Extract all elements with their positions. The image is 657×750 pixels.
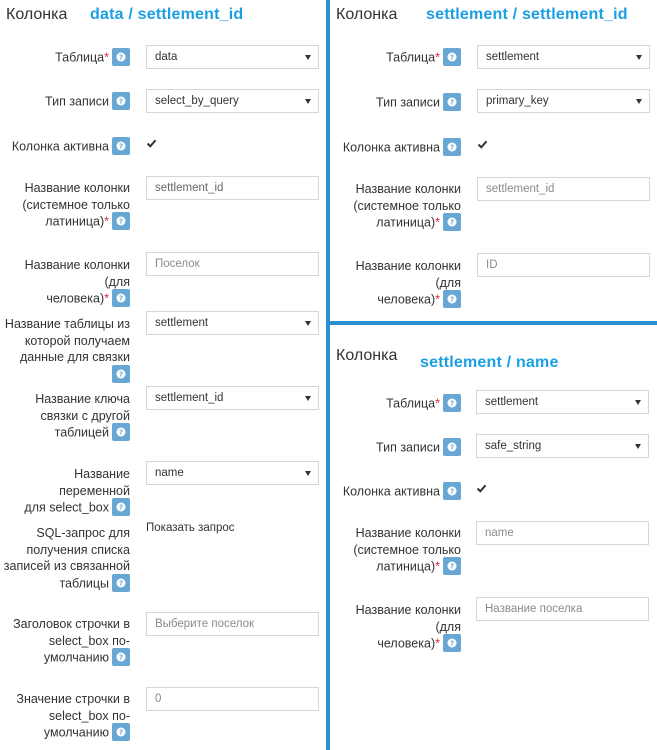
panel-title: Колонка [6,6,68,23]
chevron-down-icon [305,99,311,104]
question-icon[interactable] [443,213,461,231]
default-value-input[interactable]: 0 [146,687,319,711]
svg-text:?: ? [118,142,124,151]
chevron-down-icon [635,400,641,405]
svg-text:?: ? [449,562,455,571]
svg-text:?: ? [449,443,455,452]
record-type-label: Тип записи ? [45,93,130,111]
question-icon[interactable] [112,212,130,230]
colname-system-input[interactable]: settlement_id [477,177,650,201]
colname-human-input[interactable]: ID [477,253,650,277]
column-panel-settlement-settlement-id [330,0,657,320]
table-select[interactable]: settlement [477,45,650,69]
svg-text:?: ? [449,487,455,496]
svg-text:?: ? [449,53,455,62]
question-icon[interactable] [112,289,130,307]
colname-human-input[interactable]: Поселок [146,252,319,276]
svg-text:?: ? [449,98,455,107]
svg-text:?: ? [449,295,455,304]
question-icon[interactable] [443,138,461,156]
svg-text:?: ? [449,639,455,648]
question-icon[interactable] [112,723,130,741]
chevron-down-icon [636,55,642,60]
svg-text:?: ? [118,294,124,303]
question-icon[interactable] [443,394,461,412]
panel-title: Колонка [336,347,398,364]
svg-text:?: ? [118,428,124,437]
question-icon[interactable] [112,365,130,383]
svg-text:?: ? [118,653,124,662]
chevron-down-icon [636,99,642,104]
link-key-label: Название ключа связки с другой таблицей ? [35,392,130,440]
record-type-select[interactable]: select_by_query [146,89,319,113]
default-title-label: Заголовок строчки в select_box по- умолчанию ? [13,617,130,665]
active-checkbox[interactable] [477,139,488,150]
question-icon[interactable] [443,634,461,652]
question-icon[interactable] [112,48,130,66]
default-title-input[interactable]: Выберите поселок [146,612,319,636]
table-select[interactable]: data [146,45,319,69]
colname-system-label: Название колонки (системное только латиница)* ? [22,181,130,229]
chevron-down-icon [305,55,311,60]
panel-subtitle: settlement / name [420,354,559,371]
svg-text:?: ? [118,53,124,62]
sql-label: SQL-запрос для получения списка записей из связанной таблицы ? [3,526,130,590]
var-name-label: Название переменной для select_box ? [24,467,130,515]
record-type-label: Тип записи ? [376,439,461,457]
colname-human-label: Название колонки (для человека)* ? [355,603,461,651]
chevron-down-icon [305,396,311,401]
record-type-label: Тип записи ? [376,94,461,112]
colname-system-input[interactable]: name [476,521,649,545]
question-icon[interactable] [112,648,130,666]
link-key-select[interactable]: settlement_id [146,386,319,410]
question-icon[interactable] [443,290,461,308]
colname-system-input[interactable]: settlement_id [146,176,319,200]
table-select[interactable]: settlement [476,390,649,414]
link-table-select[interactable]: settlement [146,311,319,335]
question-icon[interactable] [112,423,130,441]
record-type-select[interactable]: primary_key [477,89,650,113]
active-label: Колонка активна ? [343,483,461,501]
column-panel-settlement-name [330,325,657,750]
svg-text:?: ? [118,370,124,378]
colname-system-label: Название колонки (системное только латиница)* ? [353,182,461,230]
question-icon[interactable] [443,438,461,456]
svg-text:?: ? [449,218,455,227]
chevron-down-icon [305,321,311,326]
chevron-down-icon [635,444,641,449]
default-value-label: Значение строчки в select_box по- умолчанию ? [16,692,130,740]
question-icon[interactable] [443,48,461,66]
active-label: Колонка активна ? [12,138,130,156]
record-type-select[interactable]: safe_string [476,434,649,458]
chevron-down-icon [305,471,311,476]
svg-text:?: ? [118,97,124,106]
question-icon[interactable] [443,93,461,111]
question-icon[interactable] [112,137,130,155]
show-query-link[interactable]: Показать запрос [146,522,235,534]
table-label: Таблица* ? [386,395,461,413]
column-panel-data-settlement-id [0,0,326,750]
question-icon[interactable] [112,498,130,516]
colname-human-label: Название колонки (для человека)* ? [355,259,461,307]
svg-text:?: ? [118,503,124,512]
panel-subtitle: data / settlement_id [90,6,244,23]
table-label: Таблица* ? [386,49,461,67]
svg-text:?: ? [118,579,124,587]
colname-human-label: Название колонки (для человека)* ? [24,258,130,306]
active-label: Колонка активна ? [343,139,461,157]
svg-text:?: ? [118,728,124,737]
panel-subtitle: settlement / settlement_id [426,6,628,23]
active-checkbox[interactable] [146,138,157,149]
svg-text:?: ? [449,399,455,408]
active-checkbox[interactable] [476,483,487,494]
question-icon[interactable] [443,557,461,575]
table-label: Таблица* ? [55,49,130,67]
var-name-select[interactable]: name [146,461,319,485]
question-icon[interactable] [112,574,130,592]
colname-system-label: Название колонки (системное только латиница)* ? [353,526,461,574]
panel-title: Колонка [336,6,398,23]
question-icon[interactable] [443,482,461,500]
colname-human-input[interactable]: Название поселка [476,597,649,621]
svg-text:?: ? [118,217,124,226]
svg-text:?: ? [449,143,455,152]
link-table-label: Название таблицы из которой получаем данные для связки ? [0,316,130,384]
question-icon[interactable] [112,92,130,110]
